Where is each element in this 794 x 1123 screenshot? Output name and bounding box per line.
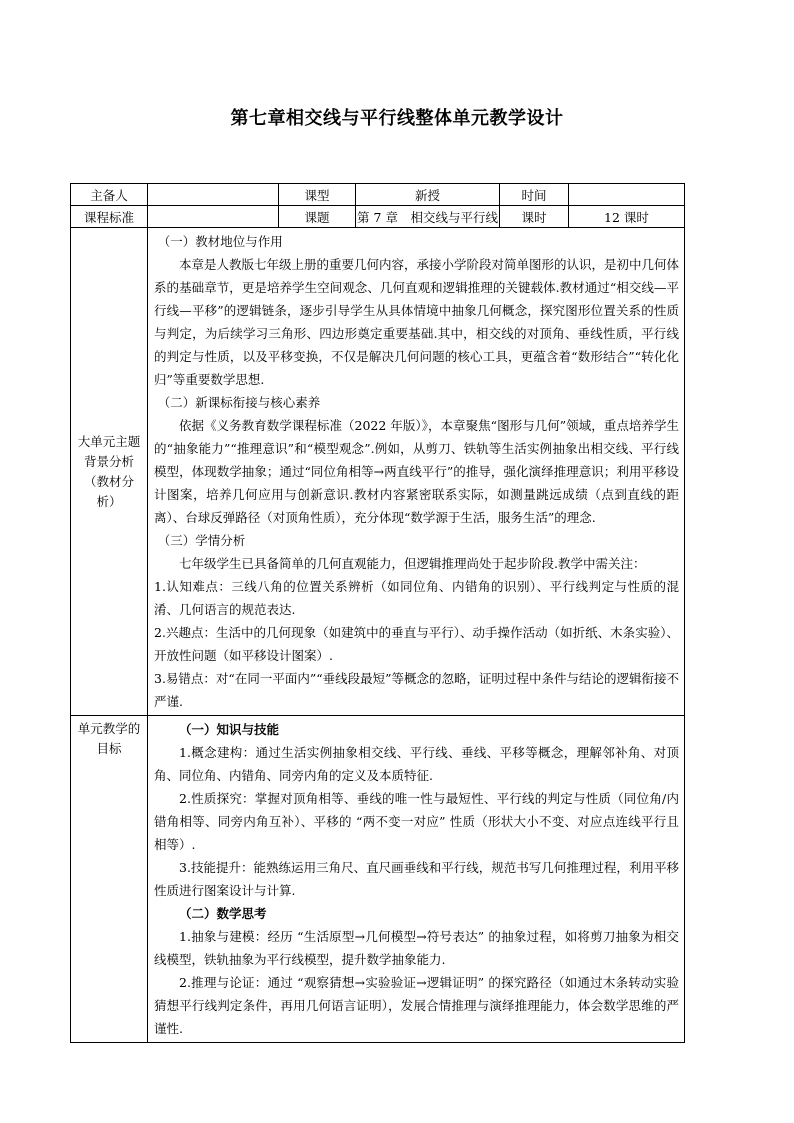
class-hours-value: 12 课时 xyxy=(569,206,685,228)
topic-value: 第 7 章 相交线与平行线 xyxy=(356,206,500,228)
analysis-content xyxy=(148,228,685,716)
time-value xyxy=(569,184,685,206)
list-item: 2.推理与论证：通过 “观察猜想→实验验证→逻辑证明” 的探究路径（如通过木条转动实验猜想平行线判定条件，再用几何语言证明），发展合情推理与演绎推理能力，体会数学思维的严谨性. xyxy=(154,975,679,1036)
header-row-2 xyxy=(71,206,685,228)
list-item: 2.兴趣点：生活中的几何现象（如建筑中的垂直与平行）、动手操作活动（如折纸、木条实验）、开放性问题（如平移设计图案）. xyxy=(154,625,679,663)
paragraph-material-position: 本章是人教版七年级上册的重要几何内容，承接小学阶段对简单图形的认识，是初中几何体系的基础章节，更是培养学生空间观念、几何直观和逻辑推理的关键载体.教材通过“相交线—平行线—平移”的逻辑链条，逐步引导学生从具体情境中抽象几何概念，探究图形位置关系的性质与判定，为后续学习三角形、四边形奠定重要基础.其中，相交线的对顶角、垂线性质，平行线的判定与性质，以及平移变换，不仅是解决几何问题的核心工具，更蕴含着“数形结合”“转化化归”等重要数学思想. xyxy=(154,257,680,387)
list-item: 2.性质探究：掌握对顶角相等、垂线的唯一性与最短性、平行线的判定与性质（同位角/内错角相等、同旁内角互补）、平移的 “两不变一对应” 性质（形状大小不变、对应点连线平行且相等）. xyxy=(154,791,679,852)
section-title-student-analysis: （三）学情分析 xyxy=(157,533,246,548)
time-label: 时间 xyxy=(500,184,569,206)
list-item: 1.概念建构：通过生活实例抽象相交线、平行线、垂线、平移等概念，理解邻补角、对顶角、同位角、内错角、同旁内角的定义及本质特征. xyxy=(154,745,679,783)
goals-content xyxy=(148,716,685,1043)
lesson-type-label: 课型 xyxy=(279,184,356,206)
paragraph-curriculum-standard: 依据《义务教育数学课程标准（2022 年版）》，本章聚焦“图形与几何”领域，重点培养学生的“抽象能力”“推理意识”和“模型观念”.例如，从剪刀、铁轨等生活实例抽象出相交线、平行线模型，体现数学抽象；通过“同位角相等→两直线平行”的推导，强化演绎推理意识；利用平移设计图案，培养几何应用与创新意识.教材内容紧密联系实际，如测量跳远成绩（点到直线的距离）、台球反弹路径（对顶角性质），充分体现“数学源于生活，服务生活”的理念. xyxy=(154,418,679,525)
section-title-math-thinking: （二）数学思考 xyxy=(179,906,267,921)
topic-label: 课题 xyxy=(279,206,356,228)
goals-label: 单元教学的目标 xyxy=(71,716,148,1043)
goals-row xyxy=(71,716,685,1043)
curriculum-standard-label: 课程标准 xyxy=(71,206,148,228)
class-hours-label: 课时 xyxy=(500,206,569,228)
lesson-type-value: 新授 xyxy=(356,184,500,206)
header-row-1 xyxy=(71,184,685,206)
list-item: 1.认知难点：三线八角的位置关系辨析（如同位角、内错角的识别）、平行线判定与性质的混淆、几何语言的规范表达. xyxy=(154,579,679,617)
document-title: 第七章相交线与平行线整体单元教学设计 xyxy=(230,108,564,129)
list-item: 3.易错点：对“在同一平面内”“垂线段最短”等概念的忽略，证明过程中条件与结论的逻辑衔接不严谨. xyxy=(154,671,679,709)
paragraph-student-analysis: 七年级学生已具备简单的几何直观能力，但逻辑推理尚处于起步阶段.教学中需关注： xyxy=(179,556,646,571)
lesson-plan-table xyxy=(70,183,685,1043)
curriculum-standard-value xyxy=(148,206,279,228)
analysis-label: 大单元主题背景分析（教材分析） xyxy=(71,228,148,716)
list-item: 3.技能提升：能熟练运用三角尺、直尺画垂线和平行线，规范书写几何推理过程，利用平移性质进行图案设计与计算. xyxy=(154,860,679,898)
section-title-curriculum-standard: （二）新课标衔接与核心素养 xyxy=(157,395,321,410)
host-value xyxy=(148,184,279,206)
list-item: 1.抽象与建模：经历 “生活原型→几何模型→符号表达” 的抽象过程，如将剪刀抽象为相交线模型，铁轨抽象为平行线模型，提升数学抽象能力. xyxy=(154,929,679,967)
analysis-row xyxy=(71,228,685,716)
host-label: 主备人 xyxy=(71,184,148,206)
section-title-knowledge-skills: （一）知识与技能 xyxy=(179,722,280,737)
section-title-material-position: （一）教材地位与作用 xyxy=(157,234,283,249)
